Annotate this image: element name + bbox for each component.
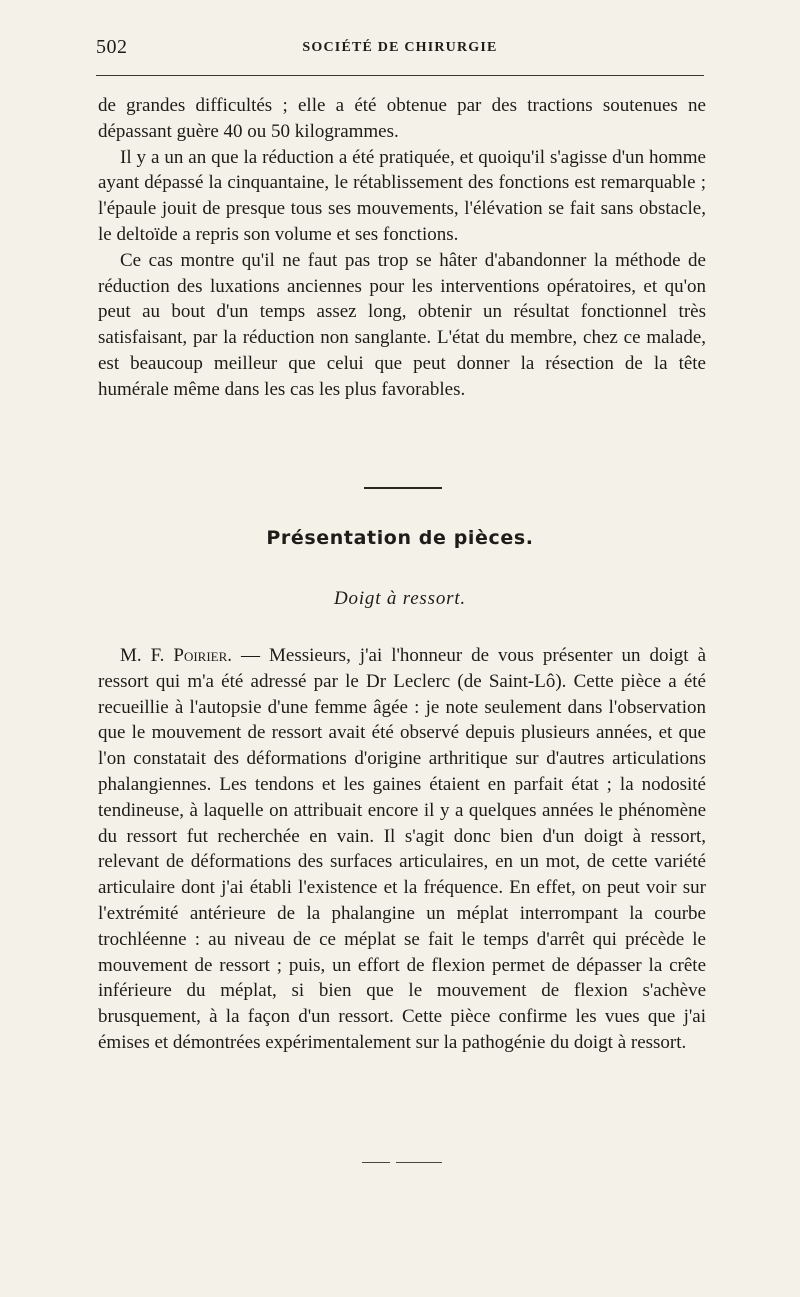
author-name: M. F. Poirier. [120,645,233,666]
paragraph-conclusion: Ce cas montre qu'il ne faut pas trop se hâter d'abandonner la méthode de réduction des luxations anciennes pour les interventions opératoires, et qu'on peut au bout d'un temps assez long, obtenir un résultat fonctionnel très satisfaisant, par la réduction non sanglante. L'état du membre, chez ce malade, est beaucoup meilleur que celui que peut donner la résection de la tête humérale même dans les cas les plus favorables. [98,249,706,400]
running-head [96,36,704,60]
paragraph-presentation [98,643,706,1056]
end-rule-right [396,1162,442,1163]
paragraph-recovery: Il y a un an que la réduction a été pratiquée, et quoiqu'il s'agisse d'un homme ayant dépassé la cinquantaine, le rétablissement des fonctions est remarquable ; l'épaule jouit de presque tous ses mouvements, l'élévation se fait sans obstacle, le deltoïde a repris son volume et ses fonctions. [98,146,706,245]
section-subtitle: Doigt à ressort. [334,588,466,609]
paragraph-presentation-text: — Messieurs, j'ai l'honneur de vous présenter un doigt à ressort qui m'a été adressé par le Dr Leclerc (de Saint-Lô). Cette pièce a été recueillie à l'autopsie d'une femme âgée : je note seulement dans l'observation que le mouvement de ressort avait été observé depuis plusieurs années, et que l'on constatait des déformations d'origine arthritique sur d'autres articulations phalangiennes. Les tendons et les gaines étaient en parfait état ; la nodosité tendineuse, à laquelle on attribuait encore il y a quelques années le phénomène du ressort fut recherchée en vain. Il s'agit donc bien d'un doigt à ressort, relevant de déformations des surfaces articulaires, en un mot, de cette variété articulaire dont j'ai établi l'existence et la fréquence. En effet, on peut voir sur l'extrémité antérieure de la phalangine un méplat interrompant la courbe trochléenne : au niveau de ce méplat se fait le temps d'arrêt qui précède le mouvement de ressort ; puis, un effort de flexion permet de dépasser la crête inférieure du méplat, si bien que le mouvement de flexion s'achève brusquement, à la façon d'un ressort. Cette pièce confirme les vues que j'ai émises et démontrées expérimentalement sur la pathogénie du doigt à ressort. [98,645,706,1053]
header-rule [96,75,704,76]
page-number: 502 [96,36,128,58]
end-rule-left [362,1162,390,1163]
section-divider [364,487,442,489]
body-text-bottom [98,643,706,1056]
paragraph-continuation: de grandes difficultés ; elle a été obtenue par des tractions soutenues ne dépassant guère 40 ou 50 kilogrammes. [98,95,706,142]
journal-title: SOCIÉTÉ DE CHIRURGIE [302,40,498,55]
section-title: Présentation de pièces. [266,527,534,549]
body-text-top [98,93,706,403]
